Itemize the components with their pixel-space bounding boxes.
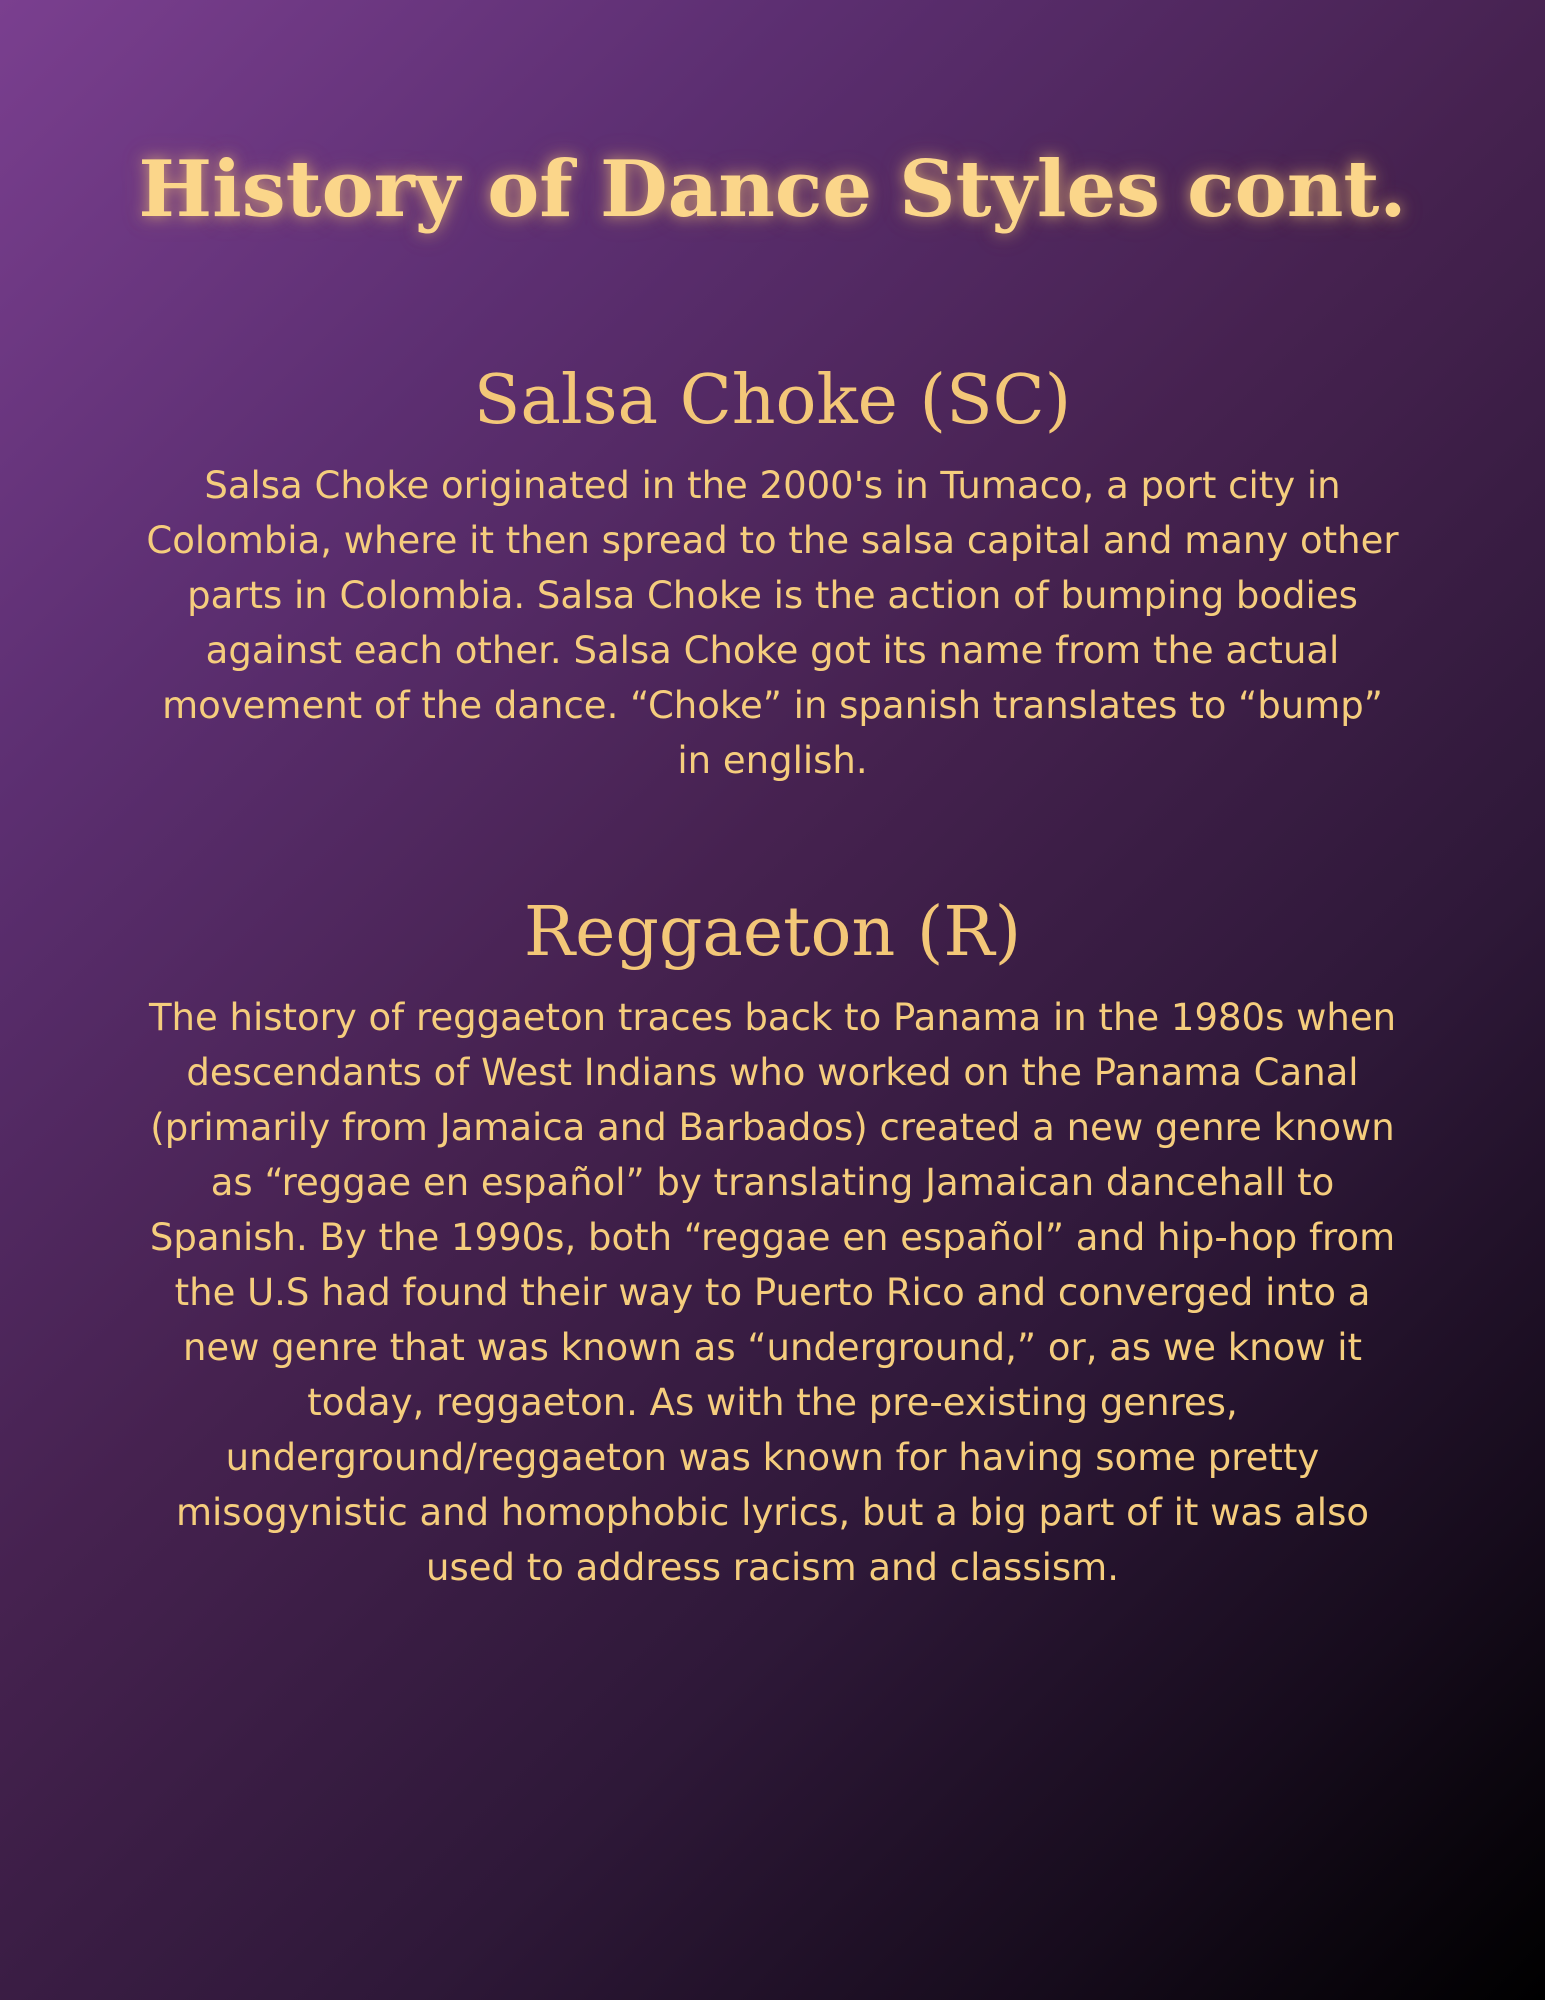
- section-body-salsa-choke: Salsa Choke originated in the 2000's in Tumaco, a port city in Colombia, where it then spread to the salsa capital and many other parts in Colombia. Salsa Choke is the action of bumping bodies against each other. Salsa Choke got its name from the actual movement of the dance. “Choke” in spanish translates to “bump” in english.: [146, 463, 1399, 782]
- section-heading-salsa-choke: Salsa Choke (SC): [473, 361, 1072, 440]
- section-heading-reggaeton: Reggaeton (R): [523, 893, 1022, 972]
- section-salsa-choke: [140, 360, 1405, 788]
- section-body-reggaeton: The history of reggaeton traces back to Panama in the 1980s when descendants of West Indians who worked on the Panama Canal (primarily from Jamaica and Barbados) created a new genre known as “reggae en español” by translating Jamaican dancehall to Spanish. By the 1990s, both “reggae en español” and hip-hop from the U.S had found their way to Puerto Rico and converged into a new genre that was known as “underground,” or, as we know it today, reggaeton. As with the pre-existing genres, underground/reggaeton was known for having some pretty misogynistic and homophobic lyrics, but a big part of it was also used to address racism and classism.: [148, 995, 1397, 1589]
- page-title: History of Dance Styles cont.: [138, 144, 1407, 235]
- section-reggaeton: [140, 892, 1405, 1595]
